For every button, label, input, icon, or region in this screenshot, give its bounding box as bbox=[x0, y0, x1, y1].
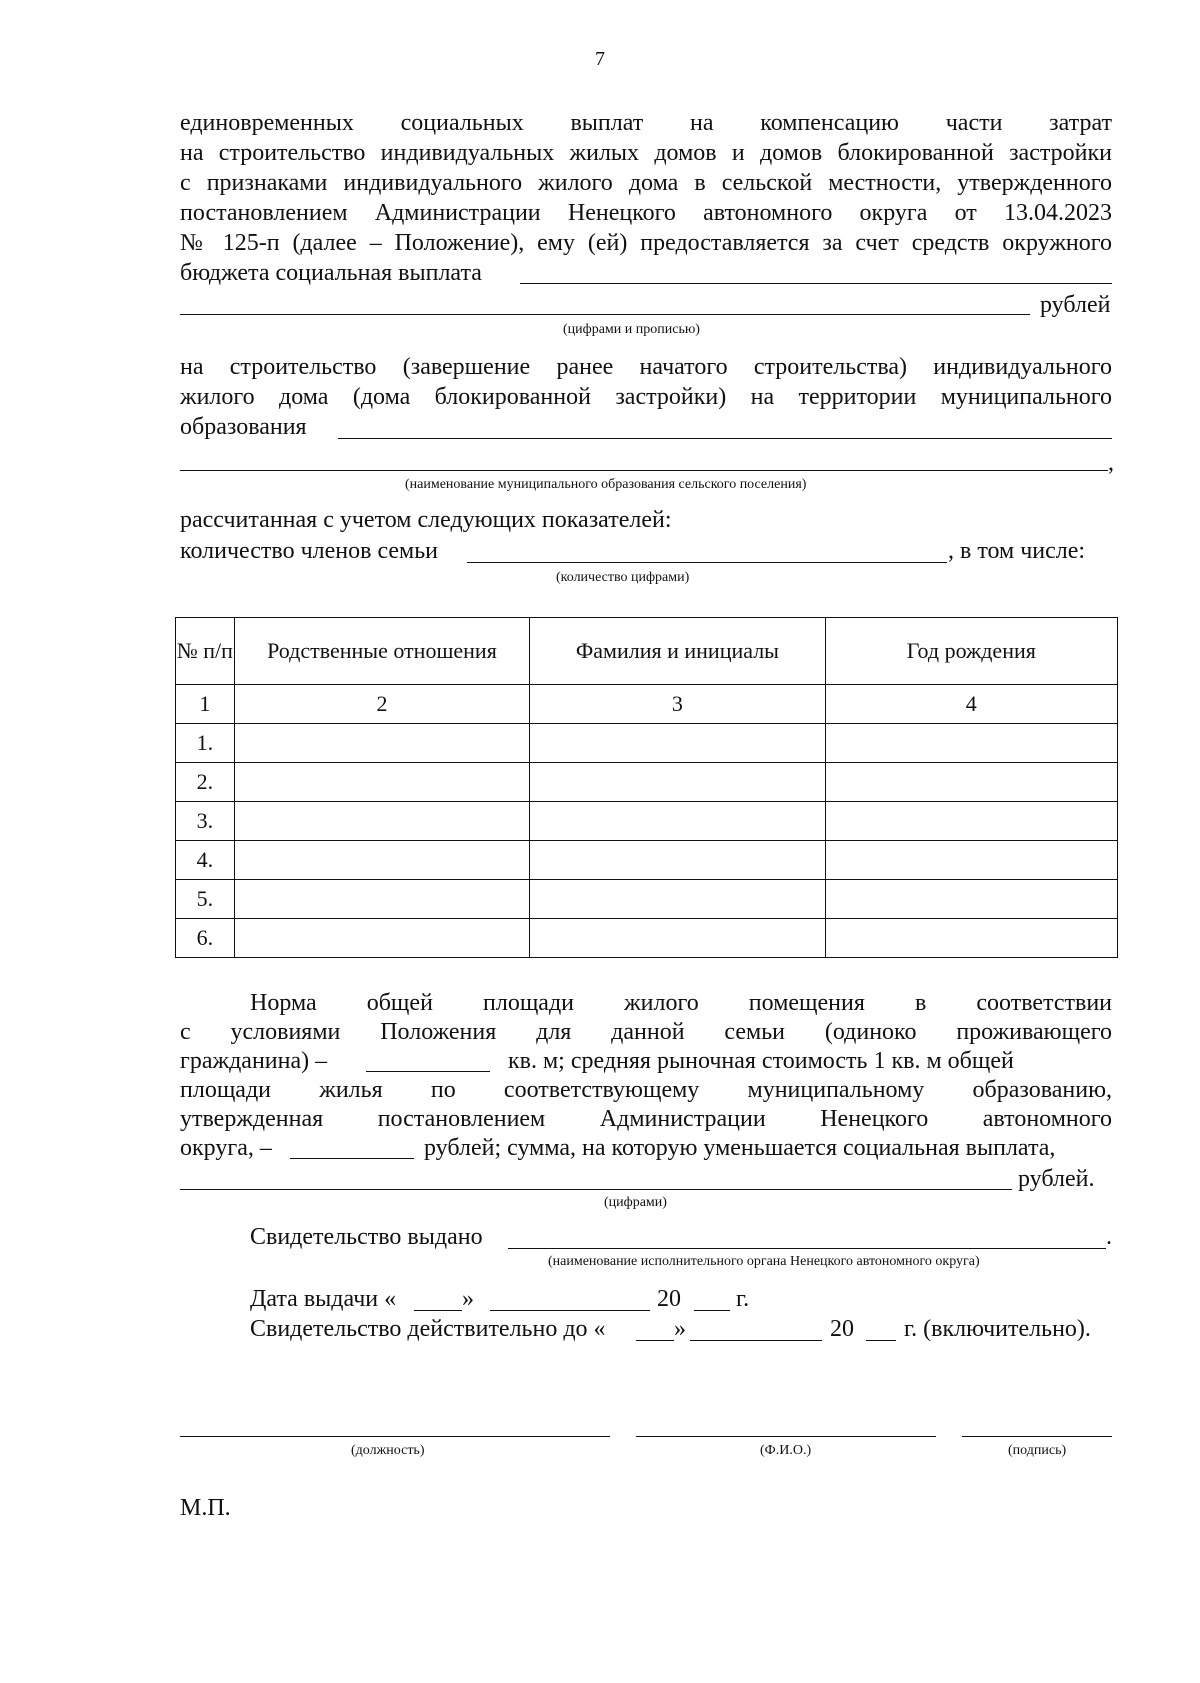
norm-line-3-end: кв. м; средняя рыночная стоимость 1 кв. м общей bbox=[508, 1048, 1014, 1074]
price-per-sqm-field[interactable] bbox=[290, 1158, 414, 1159]
table-row bbox=[176, 880, 1118, 919]
name-cell[interactable] bbox=[530, 724, 825, 763]
birth-year-cell[interactable] bbox=[825, 802, 1117, 841]
row-number: 4. bbox=[176, 841, 235, 880]
row-number: 3. bbox=[176, 802, 235, 841]
issue-date-close: » bbox=[462, 1286, 474, 1312]
header-number: № п/п bbox=[176, 618, 235, 685]
issuer-hint: (наименование исполнительного органа Ненецкого автономного округа) bbox=[548, 1254, 980, 1269]
intro-line-5: № 125-п (далее – Положение), ему (ей) предоставляется за счет средств окружного bbox=[180, 230, 1112, 256]
position-field[interactable] bbox=[180, 1436, 610, 1437]
relation-cell[interactable] bbox=[234, 880, 530, 919]
amount-hint: (цифрами и прописью) bbox=[563, 322, 700, 337]
valid-date-close: » bbox=[674, 1316, 686, 1342]
valid-day-field[interactable] bbox=[636, 1340, 674, 1341]
issue-year-prefix: 20 bbox=[657, 1286, 681, 1312]
issued-end-dot: . bbox=[1106, 1224, 1112, 1250]
signature-field[interactable] bbox=[962, 1436, 1112, 1437]
norm-line-6-end: рублей; сумма, на которую уменьшается социальная выплата, bbox=[424, 1135, 1056, 1161]
relation-cell[interactable] bbox=[234, 919, 530, 958]
issue-day-field[interactable] bbox=[414, 1310, 462, 1311]
header-birth-year: Год рождения bbox=[825, 618, 1117, 685]
valid-year-suffix: г. (включительно). bbox=[904, 1316, 1091, 1342]
signature-hint: (подпись) bbox=[1008, 1443, 1067, 1458]
issue-year-field[interactable] bbox=[694, 1310, 730, 1311]
birth-year-cell[interactable] bbox=[825, 841, 1117, 880]
norm-line-4: площади жилья по соответствующему муниципальному образованию, bbox=[180, 1077, 1112, 1103]
header-relation: Родственные отношения bbox=[234, 618, 530, 685]
column-number: 1 bbox=[176, 685, 235, 724]
intro-line-1: единовременных социальных выплат на компенсацию части затрат bbox=[180, 110, 1112, 136]
valid-until-label: Свидетельство действительно до « bbox=[250, 1316, 606, 1342]
stamp-place-label: М.П. bbox=[180, 1495, 231, 1521]
norm-line-1: Норма общей площади жилого помещения в соответствии bbox=[250, 990, 1112, 1016]
area-norm-field[interactable] bbox=[366, 1071, 490, 1072]
rubles-end-label: рублей. bbox=[1018, 1166, 1095, 1192]
municipality-label: образования bbox=[180, 414, 307, 440]
table-row bbox=[176, 724, 1118, 763]
position-hint: (должность) bbox=[351, 1443, 425, 1458]
column-number: 3 bbox=[530, 685, 825, 724]
row-number: 5. bbox=[176, 880, 235, 919]
norm-line-6-start: округа, – bbox=[180, 1135, 272, 1161]
name-cell[interactable] bbox=[530, 880, 825, 919]
valid-year-prefix: 20 bbox=[830, 1316, 854, 1342]
table-row bbox=[176, 802, 1118, 841]
name-cell[interactable] bbox=[530, 919, 825, 958]
column-number: 4 bbox=[825, 685, 1117, 724]
municipality-field[interactable] bbox=[338, 438, 1112, 439]
name-cell[interactable] bbox=[530, 841, 825, 880]
column-number-row bbox=[176, 685, 1118, 724]
rubles-label: рублей bbox=[1040, 292, 1111, 318]
municipality-comma: , bbox=[1108, 450, 1114, 476]
payment-label: бюджета социальная выплата bbox=[180, 260, 482, 286]
relation-cell[interactable] bbox=[234, 724, 530, 763]
purpose-line-1: на строительство (завершение ранее начатого строительства) индивидуального bbox=[180, 354, 1112, 380]
purpose-line-2: жилого дома (дома блокированной застройки) на территории муниципального bbox=[180, 384, 1112, 410]
issue-month-field[interactable] bbox=[490, 1310, 650, 1311]
column-number: 2 bbox=[234, 685, 530, 724]
members-label: количество членов семьи bbox=[180, 538, 439, 564]
digits-hint: (цифрами) bbox=[604, 1195, 667, 1210]
members-hint: (количество цифрами) bbox=[556, 570, 690, 585]
issuer-field[interactable] bbox=[508, 1248, 1106, 1249]
header-name: Фамилия и инициалы bbox=[530, 618, 825, 685]
intro-line-3: с признаками индивидуального жилого дома в сельской местности, утвержденного bbox=[180, 170, 1112, 196]
issued-label: Свидетельство выдано bbox=[250, 1224, 483, 1250]
fio-hint: (Ф.И.О.) bbox=[760, 1443, 812, 1458]
row-number: 1. bbox=[176, 724, 235, 763]
row-number: 2. bbox=[176, 763, 235, 802]
members-suffix: , в том числе: bbox=[948, 538, 1086, 564]
page-number: 7 bbox=[595, 48, 605, 70]
birth-year-cell[interactable] bbox=[825, 724, 1117, 763]
norm-line-3-start: гражданина) – bbox=[180, 1048, 328, 1074]
family-members-table bbox=[175, 617, 1118, 958]
intro-line-4: постановлением Администрации Ненецкого автономного округа от 13.04.2023 bbox=[180, 200, 1112, 226]
norm-line-5: утвержденная постановлением Администрации Ненецкого автономного bbox=[180, 1106, 1112, 1132]
payment-amount-field-2[interactable] bbox=[180, 314, 1030, 315]
table-row bbox=[176, 919, 1118, 958]
issue-date-label: Дата выдачи « bbox=[250, 1286, 397, 1312]
table-header-row bbox=[176, 618, 1118, 685]
payment-amount-field[interactable] bbox=[520, 283, 1112, 284]
norm-line-2: с условиями Положения для данной семьи (одиноко проживающего bbox=[180, 1019, 1112, 1045]
birth-year-cell[interactable] bbox=[825, 919, 1117, 958]
indicators-intro: рассчитанная с учетом следующих показателей: bbox=[180, 507, 672, 533]
valid-month-field[interactable] bbox=[690, 1340, 822, 1341]
municipality-hint: (наименование муниципального образования сельского поселения) bbox=[405, 477, 807, 492]
birth-year-cell[interactable] bbox=[825, 880, 1117, 919]
table-row bbox=[176, 763, 1118, 802]
relation-cell[interactable] bbox=[234, 802, 530, 841]
members-count-field[interactable] bbox=[467, 562, 947, 563]
fio-field[interactable] bbox=[636, 1436, 936, 1437]
issue-year-suffix: г. bbox=[736, 1286, 750, 1312]
birth-year-cell[interactable] bbox=[825, 763, 1117, 802]
municipality-field-2[interactable] bbox=[180, 470, 1108, 471]
reduction-amount-field[interactable] bbox=[180, 1189, 1012, 1190]
name-cell[interactable] bbox=[530, 802, 825, 841]
intro-line-2: на строительство индивидуальных жилых домов и домов блокированной застройки bbox=[180, 140, 1112, 166]
name-cell[interactable] bbox=[530, 763, 825, 802]
relation-cell[interactable] bbox=[234, 841, 530, 880]
table-row bbox=[176, 841, 1118, 880]
row-number: 6. bbox=[176, 919, 235, 958]
relation-cell[interactable] bbox=[234, 763, 530, 802]
valid-year-field[interactable] bbox=[866, 1340, 896, 1341]
